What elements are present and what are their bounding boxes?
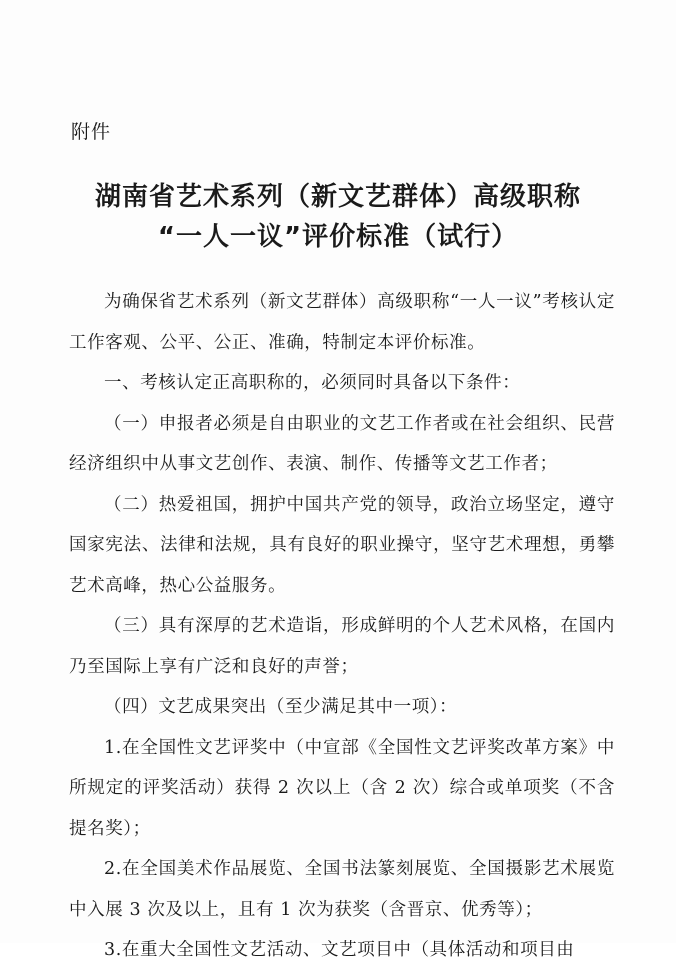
- paragraph-item-3: 3.在重大全国性文艺活动、文艺项目中（具体活动和项目由: [104, 940, 575, 960]
- document-body: [69, 282, 615, 971]
- paragraph-condition-1: （一）申报者必须是自由职业的文艺工作者或在社会组织、民营经济组织中从事文艺创作、表演、制作、传播等文艺工作者；: [69, 413, 615, 474]
- document-title-line-2: “一人一议”评价标准（试行）: [157, 222, 519, 252]
- paragraph-section-1-heading: 一、考核认定正高职称的，必须同时具备以下条件：: [104, 373, 521, 393]
- document-title-line-1: 湖南省艺术系列（新文艺群体）高级职称: [94, 182, 581, 212]
- paragraph-condition-2: （二）热爱祖国，拥护中国共产党的领导，政治立场坚定，遵守国家宪法、法律和法规，具有良好的职业操守，坚守艺术理想，勇攀艺术高峰，热心公益服务。: [69, 494, 615, 596]
- paragraph-intro: 为确保省艺术系列（新文艺群体）高级职称“一人一议”考核认定工作客观、公平、公正、准确，特制定本评价标准。: [69, 292, 615, 353]
- paragraph-condition-4: （四）文艺成果突出（至少满足其中一项）：: [104, 697, 458, 717]
- attachment-label: 附件: [71, 121, 112, 143]
- paragraph-item-1: 1.在全国性文艺评奖中（中宣部《全国性文艺评奖改革方案》中所规定的评奖活动）获得 2 次以上（含 2 次）综合或单项奖（不含提名奖）；: [69, 737, 615, 839]
- paragraph-condition-3: （三）具有深厚的艺术造诣，形成鲜明的个人艺术风格，在国内乃至国际上享有广泛和良好的声誉；: [69, 616, 615, 677]
- paragraph-item-2: 2.在全国美术作品展览、全国书法篆刻展览、全国摄影艺术展览中入展 3 次及以上，且有 1 次为获奖（含晋京、优秀等）；: [69, 859, 615, 920]
